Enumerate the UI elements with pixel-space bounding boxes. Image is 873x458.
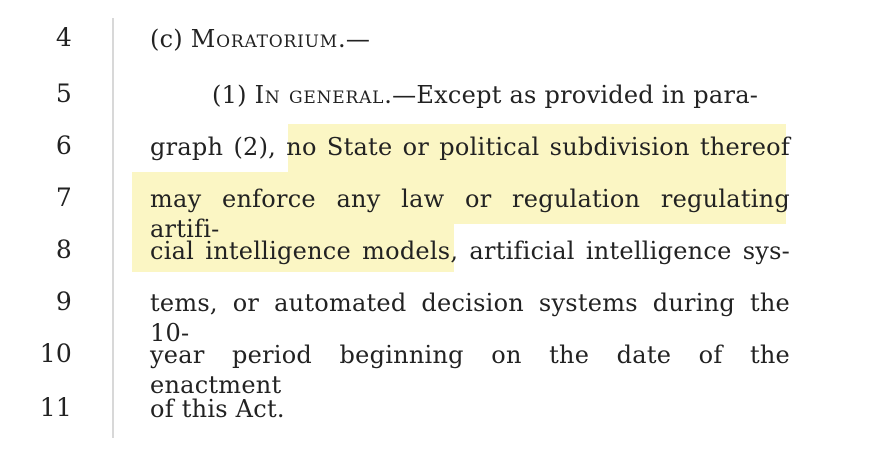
- section-heading-line: [150, 24, 790, 54]
- section-heading-dash: .—: [337, 25, 371, 53]
- margin-rule: [112, 18, 114, 438]
- bill-text-line: tems, or automated decision systems during the 10-: [150, 289, 790, 347]
- paragraph-label: (1): [212, 81, 255, 109]
- paragraph-heading-line: [212, 80, 790, 110]
- section-heading: Moratorium: [190, 25, 338, 53]
- line-number: 6: [55, 131, 72, 160]
- bill-text-line: of this Act.: [150, 395, 285, 423]
- line-number: 4: [55, 23, 72, 52]
- bill-text-line: graph (2), no State or political subdivision thereof: [150, 133, 790, 161]
- bill-text-line: cial intelligence models, artificial intelligence sys-: [150, 237, 790, 265]
- line-number: 5: [55, 79, 72, 108]
- line-number: 9: [55, 287, 72, 316]
- line-number: 8: [55, 235, 72, 264]
- section-label: (c): [150, 25, 191, 53]
- paragraph-text: .—Except as provided in para-: [384, 81, 759, 109]
- line-number: 7: [55, 183, 72, 212]
- line-number: 11: [39, 393, 72, 422]
- bill-text-line: year period beginning on the date of the enactment: [150, 341, 790, 399]
- paragraph-heading: In general: [254, 81, 385, 109]
- bill-text-line: may enforce any law or regulation regulating artifi-: [150, 185, 790, 243]
- line-number: 10: [39, 339, 72, 368]
